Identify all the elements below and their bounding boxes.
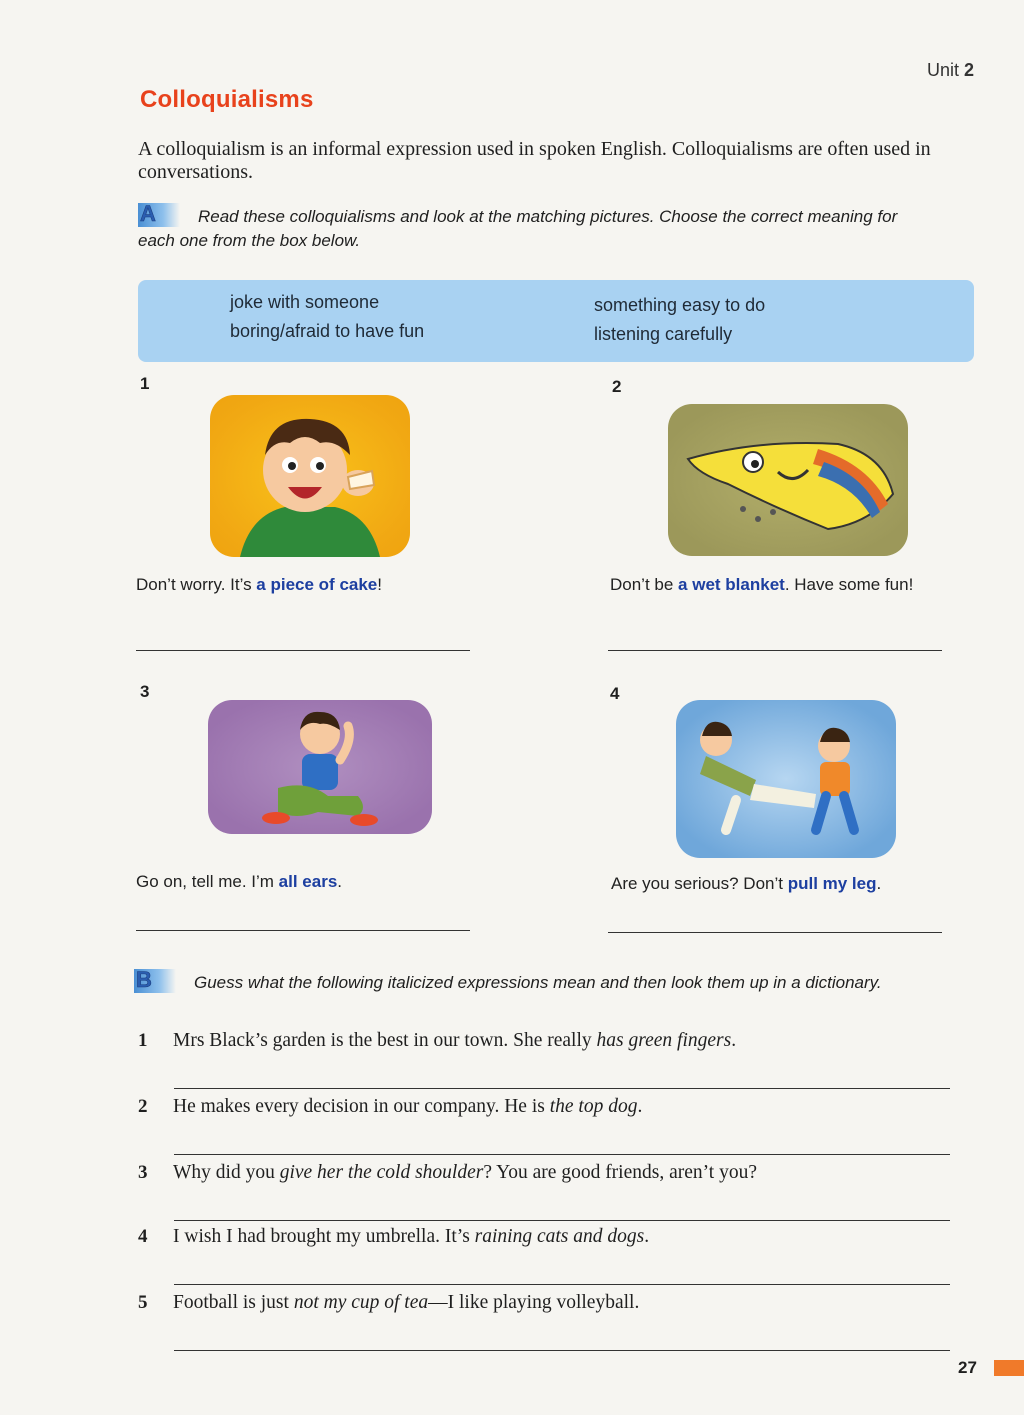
italic-expression: not my cup of tea — [293, 1292, 429, 1313]
question-text: Why did you give her the cold shoulder? You are good friends, aren’t you? — [173, 1162, 757, 1183]
colloquial-phrase: pull my leg — [787, 874, 877, 893]
question-text: Mrs Black’s garden is the best in our town. She really has green fingers. — [173, 1030, 737, 1051]
italic-expression: give her the cold shoulder — [279, 1162, 484, 1183]
page-tab — [994, 1360, 1024, 1376]
question-number: 5 — [138, 1292, 148, 1313]
answer-line[interactable] — [174, 1220, 950, 1221]
answer-line[interactable] — [174, 1154, 950, 1155]
colloquial-phrase: all ears — [278, 872, 338, 891]
colloquial-phrase: a wet blanket — [678, 575, 785, 594]
wet-blanket-illustration — [668, 404, 908, 556]
question-text: I wish I had brought my umbrella. It’s raining cats and dogs. — [173, 1226, 650, 1247]
box-option: boring/afraid to have fun — [230, 321, 425, 341]
item-caption: Go on, tell me. I’m all ears. — [136, 872, 343, 891]
italic-expression: the top dog — [549, 1096, 638, 1117]
box-option: listening carefully — [594, 324, 733, 344]
page-number: 27 — [958, 1358, 977, 1377]
question-text: He makes every decision in our company. He is the top dog. — [173, 1096, 643, 1117]
answer-line[interactable] — [174, 1284, 950, 1285]
item-caption: Don’t worry. It’s a piece of cake! — [136, 575, 382, 594]
italic-expression: raining cats and dogs — [474, 1226, 645, 1247]
unit-label: Unit 2 — [926, 60, 974, 80]
item-number: 3 — [140, 682, 150, 701]
item-number: 2 — [612, 377, 622, 396]
page-title: Colloquialisms — [140, 86, 314, 113]
boys-pulling-leg-illustration — [676, 700, 896, 858]
answer-line[interactable] — [136, 650, 470, 651]
answer-line[interactable] — [136, 930, 470, 931]
answer-line[interactable] — [608, 932, 942, 933]
answer-line[interactable] — [174, 1350, 950, 1351]
section-b-instruction: B Guess what the following italicized expressions mean and then look them up in a dictionary. — [136, 967, 882, 992]
box-option: joke with someone — [230, 292, 380, 312]
item-number: 4 — [610, 684, 620, 703]
boy-listening-illustration — [208, 700, 432, 834]
question-text: Football is just not my cup of tea—I like playing volleyball. — [173, 1292, 640, 1313]
answer-line[interactable] — [608, 650, 942, 651]
item-number: 1 — [140, 374, 150, 393]
colloquial-phrase: a piece of cake — [256, 575, 378, 594]
boy-eating-cake-illustration — [210, 395, 410, 557]
unit-number: 2 — [963, 60, 974, 80]
question-number: 4 — [138, 1226, 148, 1247]
section-a-badge: A — [138, 203, 180, 227]
answer-line[interactable] — [174, 1088, 950, 1089]
question-number: 2 — [138, 1096, 148, 1117]
section-a-instruction: A Read these colloquialisms and look at the matching pictures. Choose the correct meaning for each one from the box below. — [138, 201, 898, 250]
question-number: 1 — [138, 1030, 148, 1051]
intro-paragraph: A colloquialism is an informal expression used in spoken English. Colloquialisms are often used in conversations. — [138, 138, 931, 183]
item-caption: Are you serious? Don’t pull my leg. — [611, 874, 882, 893]
item-caption: Don’t be a wet blanket. Have some fun! — [610, 575, 914, 594]
section-b-badge: B — [134, 969, 176, 993]
italic-expression: has green fingers — [596, 1030, 732, 1051]
box-option: something easy to do — [594, 295, 766, 315]
question-number: 3 — [138, 1162, 148, 1183]
word-box — [138, 280, 974, 362]
